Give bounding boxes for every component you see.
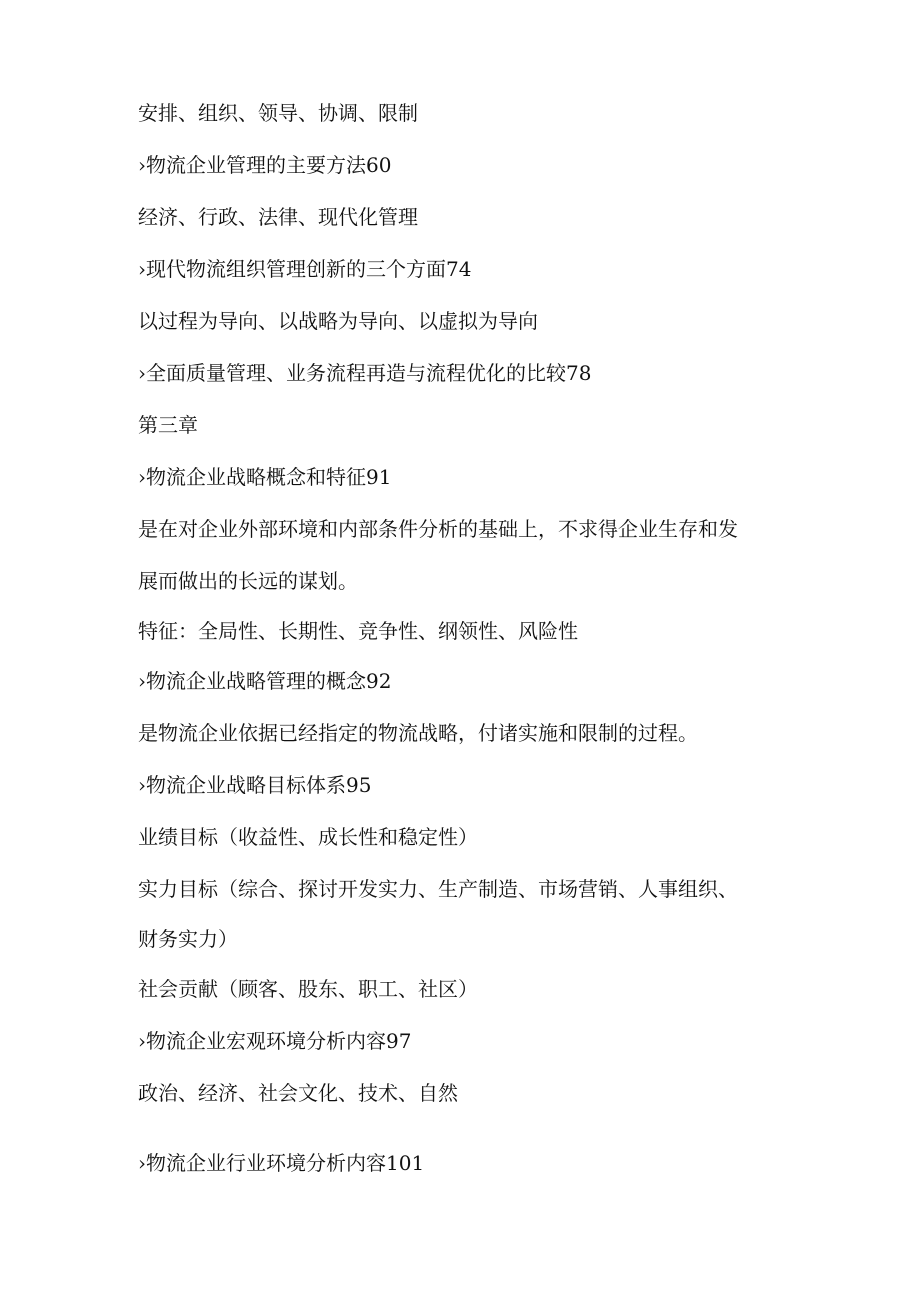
text-line: 社会贡献（顾客、股东、职工、社区）	[138, 977, 478, 1001]
text-line: 财务实力）	[138, 927, 238, 951]
text-line: 经济、行政、法律、现代化管理	[138, 205, 418, 229]
text-line: 特征：全局性、长期性、竞争性、纲领性、风险性	[138, 619, 578, 643]
text-line: 业绩目标（收益性、成长性和稳定性）	[138, 825, 478, 849]
chapter-title: 第三章	[138, 413, 198, 437]
section-heading: ›物流企业管理的主要方法60	[138, 153, 392, 177]
section-heading: ›物流企业战略目标体系95	[138, 773, 372, 797]
text-line: 安排、组织、领导、协调、限制	[138, 101, 418, 125]
section-heading: ›物流企业宏观环境分析内容97	[138, 1029, 412, 1053]
text-line: 实力目标（综合、探讨开发实力、生产制造、市场营销、人事组织、	[138, 877, 738, 901]
section-heading: ›全面质量管理、业务流程再造与流程优化的比较78	[138, 361, 592, 385]
section-heading: ›物流企业行业环境分析内容101	[138, 1151, 425, 1175]
text-line: 政治、经济、社会文化、技术、自然	[138, 1081, 458, 1105]
section-heading: ›物流企业战略概念和特征91	[138, 465, 392, 489]
section-heading: ›现代物流组织管理创新的三个方面74	[138, 257, 472, 281]
text-line: 以过程为导向、以战略为导向、以虚拟为导向	[138, 309, 538, 333]
text-line: 展而做出的长远的谋划。	[138, 569, 358, 593]
section-heading: ›物流企业战略管理的概念92	[138, 669, 392, 693]
text-line: 是在对企业外部环境和内部条件分析的基础上，不求得企业生存和发	[138, 517, 738, 541]
text-line: 是物流企业依据已经指定的物流战略，付诸实施和限制的过程。	[138, 721, 698, 745]
